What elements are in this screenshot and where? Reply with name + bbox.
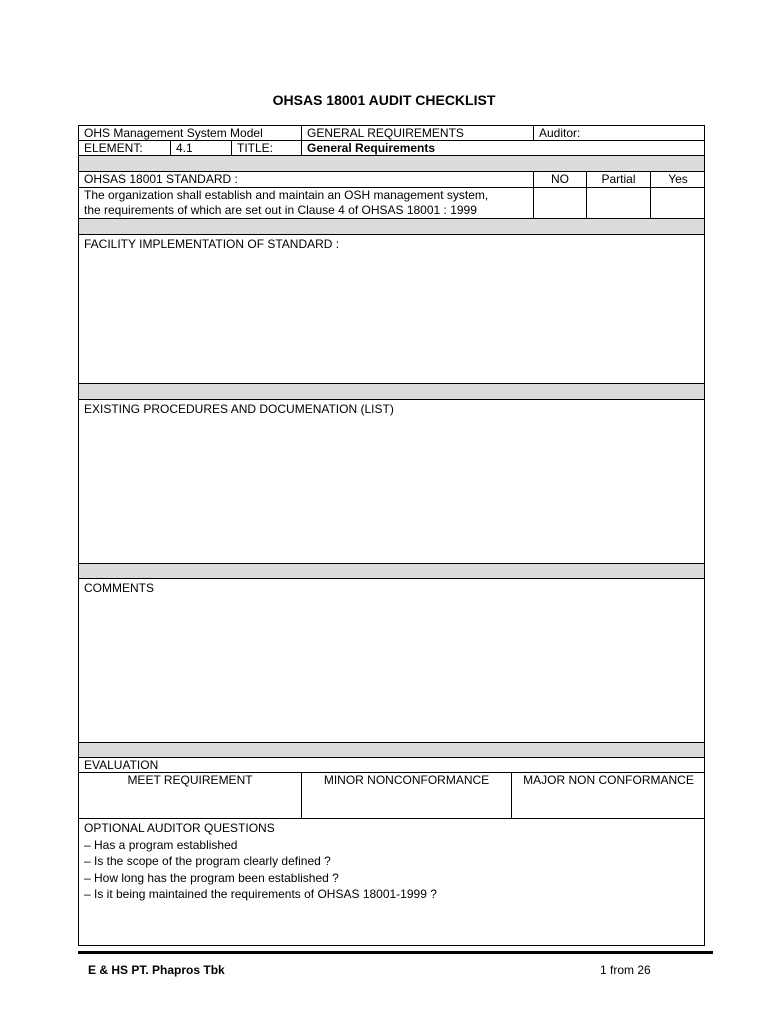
col-no: NO bbox=[551, 172, 569, 186]
footer-divider bbox=[78, 951, 713, 954]
procedures-label: EXISTING PROCEDURES AND DOCUMENATION (LIST) bbox=[84, 402, 394, 416]
standard-header-row bbox=[78, 171, 705, 187]
minor-nonconformance-option[interactable]: MINOR NONCONFORMANCE bbox=[323, 773, 490, 787]
list-item: – How long has the program been established ? bbox=[84, 870, 339, 885]
separator-bar bbox=[78, 218, 705, 234]
evaluation-label: EVALUATION bbox=[84, 758, 159, 772]
evaluation-header-row bbox=[78, 757, 705, 772]
meet-requirement-option[interactable]: MEET REQUIREMENT bbox=[127, 773, 253, 787]
page-title: OHSAS 18001 AUDIT CHECKLIST bbox=[272, 92, 496, 108]
separator-bar bbox=[78, 742, 705, 757]
footer-company: E & HS PT. Phapros Tbk bbox=[88, 963, 225, 977]
header-row-element bbox=[78, 140, 705, 155]
standard-text-line-1: The organization shall establish and maintain an OSH management system, bbox=[84, 188, 489, 202]
comments-label: COMMENTS bbox=[84, 581, 154, 595]
procedures-box[interactable] bbox=[78, 399, 705, 563]
title-value: General Requirements bbox=[307, 141, 436, 155]
list-item: – Is it being maintained the requirements of OHSAS 18001-1999 ? bbox=[84, 887, 437, 901]
questions-list bbox=[84, 820, 437, 903]
separator-bar bbox=[78, 383, 705, 399]
audit-form bbox=[78, 125, 705, 947]
list-item: – Is the scope of the program clearly defined ? bbox=[84, 854, 331, 868]
facility-label: FACILITY IMPLEMENTATION OF STANDARD : bbox=[84, 237, 340, 251]
footer-page-number: 1 from 26 bbox=[600, 963, 651, 977]
element-label: ELEMENT: bbox=[84, 141, 143, 155]
col-partial: Partial bbox=[601, 172, 636, 186]
major-nonconformance-option[interactable]: MAJOR NON CONFORMANCE bbox=[523, 773, 694, 787]
header-row-model bbox=[78, 125, 705, 140]
standard-text-row bbox=[78, 187, 705, 218]
title-label: TITLE: bbox=[237, 141, 274, 155]
evaluation-options-row bbox=[78, 772, 705, 818]
list-item: – Has a program established bbox=[84, 837, 238, 852]
element-value: 4.1 bbox=[176, 141, 193, 155]
standard-label: OHSAS 18001 STANDARD : bbox=[84, 172, 238, 186]
col-yes: Yes bbox=[668, 172, 688, 186]
requirements-label: GENERAL REQUIREMENTS bbox=[307, 126, 464, 140]
model-label: OHS Management System Model bbox=[84, 126, 263, 140]
answer-no-box[interactable] bbox=[534, 188, 586, 218]
facility-implementation-box[interactable] bbox=[78, 234, 705, 383]
questions-label: OPTIONAL AUDITOR QUESTIONS bbox=[84, 821, 275, 835]
standard-text-line-2: the requirements of which are set out in Clause 4 of OHSAS 18001 : 1999 bbox=[84, 203, 477, 217]
form-bottom-border bbox=[78, 945, 705, 946]
questions-box bbox=[78, 818, 705, 945]
auditor-field[interactable]: Auditor: bbox=[539, 126, 581, 140]
comments-box[interactable] bbox=[78, 578, 705, 742]
answer-partial-box[interactable] bbox=[587, 188, 650, 218]
separator-bar bbox=[78, 155, 705, 171]
answer-yes-box[interactable] bbox=[651, 188, 705, 218]
standard-text bbox=[79, 188, 533, 218]
separator-bar bbox=[78, 563, 705, 578]
